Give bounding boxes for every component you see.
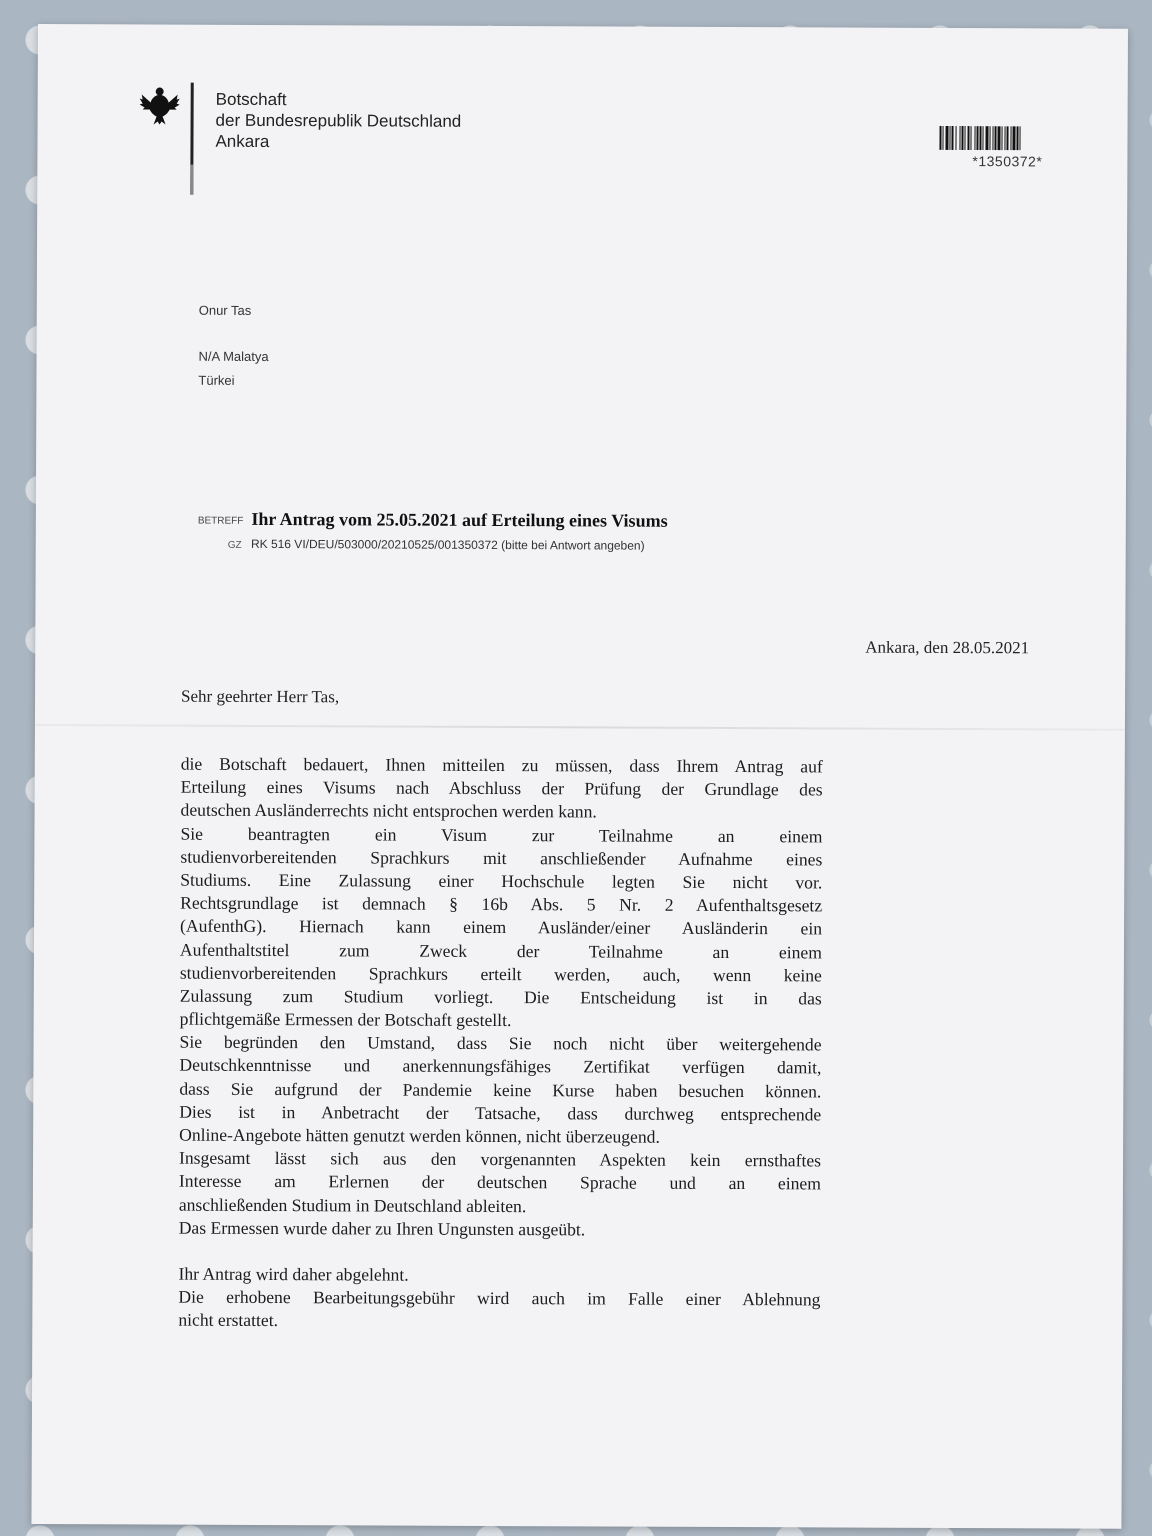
reference-label: GZ — [227, 539, 242, 551]
barcode-icon — [937, 126, 1087, 151]
letter-date: Ankara, den 28.05.2021 — [865, 637, 1030, 658]
body-line: Sie begründen den Umstand, dass Sie noch nicht über weitergehende — [179, 1031, 822, 1055]
body-line: Dies ist in Anbetracht der Tatsache, dass durchweg entsprechende — [179, 1101, 822, 1125]
recipient-country: Türkei — [198, 372, 235, 388]
subject-line — [198, 509, 668, 532]
body-line: Aufenthaltstitel zum Zweck der Teilnahme an einem — [179, 939, 823, 962]
body-line: Das Ermessen wurde daher zu Ihren Ungunsten ausgeübt. — [178, 1217, 586, 1240]
paragraph-gap — [179, 1240, 821, 1266]
recipient-name: Onur Tas — [198, 302, 252, 318]
body-line: Studiums. Eine Zulassung einer Hochschule legten Sie nicht vor. — [180, 869, 823, 893]
body-line: Ihr Antrag wird daher abgelehnt. — [178, 1263, 409, 1285]
recipient-city: N/A Malatya — [198, 348, 269, 365]
sender-block — [215, 89, 461, 153]
body-line: Die erhobene Bearbeitungsgebühr wird auch im Falle einer Ablehnung — [178, 1286, 821, 1310]
body-line: studienvorbereitenden Sprachkurs erteilt werden, auch, wenn keine — [179, 962, 822, 986]
sender-line-1: Botschaft — [215, 89, 287, 110]
body-line: anschließenden Studium in Deutschland ableiten. — [178, 1194, 527, 1216]
barcode-number: *1350372* — [972, 153, 1043, 170]
subject-text: Ihr Antrag vom 25.05.2021 auf Erteilung eines Visums — [251, 508, 668, 531]
closing-paragraph — [178, 1263, 820, 1335]
body-line: Deutschkenntnisse und anerkennungsfähiges Zertifikat verfügen damit, — [179, 1055, 822, 1078]
sender-line-3: Ankara — [215, 131, 270, 152]
reference-line — [228, 537, 645, 553]
paper-fold — [35, 724, 1125, 731]
salutation: Sehr geehrter Herr Tas, — [181, 686, 340, 707]
body-line: Online-Angebote hätten genutzt werden können, nicht überzeugend. — [179, 1124, 660, 1147]
body-line: deutschen Ausländerrechts nicht entsprochen werden kann. — [180, 800, 597, 822]
body-line: Zulassung zum Studium vorliegt. Die Entscheidung ist in das — [179, 985, 822, 1009]
body-line: die Botschaft bedauert, Ihnen mitteilen zu müssen, dass Ihrem Antrag auf — [180, 753, 823, 777]
letter-paper — [31, 24, 1128, 1529]
subject-label: BETREFF — [197, 515, 244, 527]
body-line: Erteilung eines Visums nach Abschluss der Prüfung der Grundlage des — [180, 776, 823, 800]
reference-text: RK 516 VI/DEU/503000/20210525/001350372 (bitte bei Antwort angeben) — [250, 536, 645, 553]
body-line: (AufenthG). Hiernach kann einem Ausländer/einer Ausländerin ein — [180, 915, 823, 939]
body-paragraphs — [179, 753, 823, 1243]
federal-eagle-icon — [138, 82, 182, 126]
body-line: studienvorbereitenden Sprachkurs mit anschließender Aufnahme eines — [180, 846, 823, 870]
body-line: pflichtgemäße Ermessen der Botschaft gestellt. — [179, 1008, 512, 1031]
body-line: Insgesamt lässt sich aus den vorgenannten Aspekten kein ernsthaftes — [179, 1147, 822, 1171]
body-line: dass Sie aufgrund der Pandemie keine Kurse haben besuchen können. — [179, 1078, 822, 1102]
body-line: Interesse am Erlernen der deutschen Sprache und an einem — [178, 1171, 821, 1194]
letterhead-bar-accent — [190, 165, 193, 195]
body-line: nicht erstattet. — [178, 1309, 279, 1331]
body-line: Sie beantragten ein Visum zur Teilnahme an einem — [180, 823, 823, 846]
body-line: Rechtsgrundlage ist demnach § 16b Abs. 5 Nr. 2 Aufenthaltsgesetz — [180, 892, 823, 916]
sender-line-2: der Bundesrepublik Deutschland — [215, 110, 462, 131]
letter-body — [178, 753, 823, 1335]
